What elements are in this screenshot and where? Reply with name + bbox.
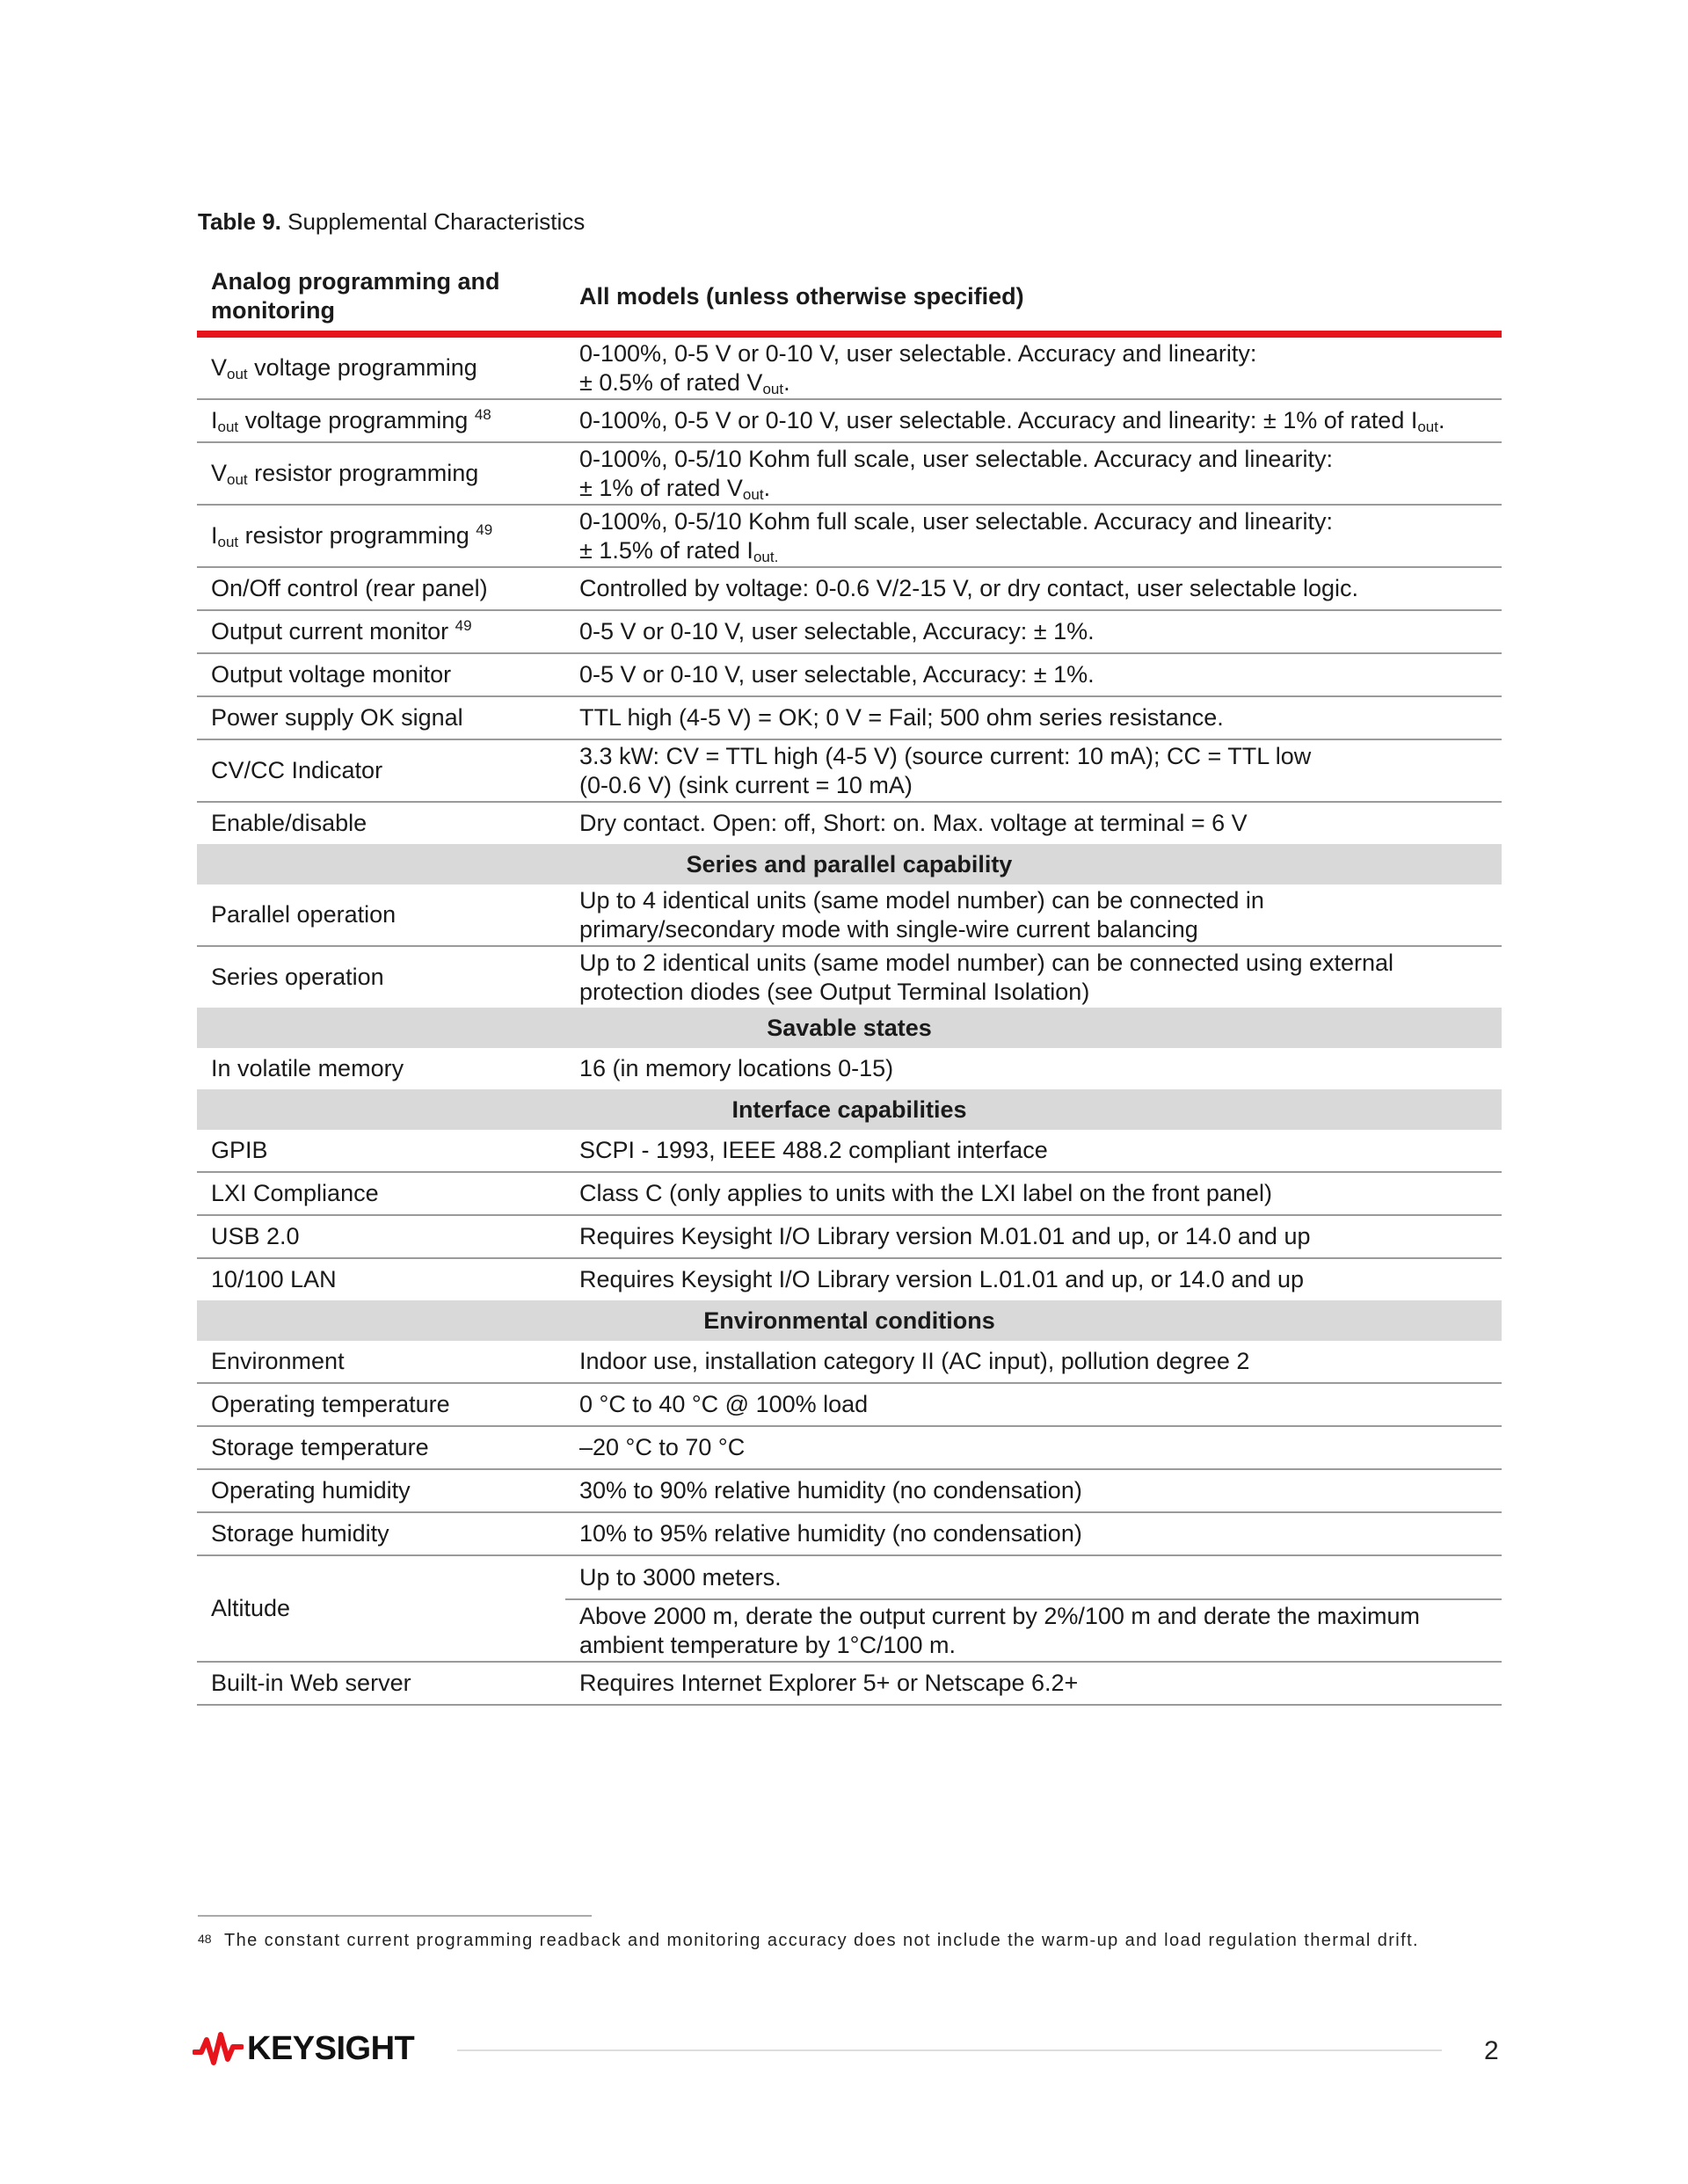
row-label: Environment xyxy=(197,1341,565,1383)
table-row xyxy=(197,442,1502,505)
row-label: $V_{out}$ resistor programming xyxy=(197,442,565,505)
row-value: Requires Keysight I/O Library version L.01.01 and up, or 14.0 and up xyxy=(579,1266,1305,1292)
section-header-interface: Interface capabilities xyxy=(197,1089,1502,1130)
row-label: Altitude xyxy=(197,1555,565,1662)
row-value: 0-5 V or 0-10 V, user selectable, Accuracy: ± 1%. xyxy=(565,610,1502,653)
row-label: 10/100 LAN xyxy=(211,1266,337,1292)
header-col1: Analog programming and monitoring xyxy=(197,264,565,334)
row-value: Controlled by voltage: 0-0.6 V/2-15 V, or dry contact, user selectable logic. xyxy=(565,567,1502,610)
row-label: Storage temperature xyxy=(197,1426,565,1469)
row-value: Up to 3000 meters. xyxy=(565,1555,1502,1599)
row-value: 16 (in memory locations 0-15) xyxy=(579,1055,894,1081)
row-value: Requires Keysight I/O Library version M.01.01 and up, or 14.0 and up xyxy=(565,1215,1502,1258)
table-row xyxy=(197,567,1502,610)
table-row xyxy=(197,653,1502,696)
table-row xyxy=(197,1512,1502,1555)
row-value: 3.3 kW: CV = TTL high (4-5 V) (source current: 10 mA); CC = TTL low (0-0.6 V) (sink current = 10 mA) xyxy=(565,739,1502,802)
page-number: 2 xyxy=(1484,2036,1499,2065)
row-label: Parallel operation xyxy=(197,885,565,946)
table-row xyxy=(197,1215,1502,1258)
row-value: 0 °C to 40 °C @ 100% load xyxy=(565,1383,1502,1426)
footnote-text: The constant current programming readback and monitoring accuracy does not include the warm-up and load regulation thermal drift. xyxy=(224,1931,1420,1950)
table-caption-label: Table 9. xyxy=(198,208,281,235)
footnote xyxy=(198,1929,1490,1952)
row-label: Series operation xyxy=(211,964,384,990)
row-value: 0-100%, 0-5 V or 0-10 V, user selectable. Accuracy and linearity: ± 0.5% of rated $V_{out}$. xyxy=(565,334,1502,399)
row-label: Storage humidity xyxy=(197,1512,565,1555)
footnote-ref: 48 xyxy=(474,406,491,423)
row-label: LXI Compliance xyxy=(197,1172,565,1215)
row-label: Output current monitor $^{49}$ xyxy=(197,610,565,653)
table-row xyxy=(197,946,1502,1008)
table-caption-title: Supplemental Characteristics xyxy=(287,208,586,235)
row-label: $I_{out}$ voltage programming $^{48}$ xyxy=(197,399,565,442)
footnote-divider xyxy=(198,1915,592,1917)
row-value: 0-100%, 0-5/10 Kohm full scale, user selectable. Accuracy and linearity: ± 1% of rated $V_{out}$. xyxy=(565,442,1502,505)
row-label: Operating temperature xyxy=(197,1383,565,1426)
table-row xyxy=(197,610,1502,653)
keysight-wave-icon xyxy=(193,2029,244,2068)
table-row xyxy=(197,739,1502,802)
table-header-row xyxy=(197,264,1502,334)
table-row xyxy=(197,1172,1502,1215)
row-value: Requires Internet Explorer 5+ or Netscape 6.2+ xyxy=(565,1662,1502,1705)
row-value: Class C (only applies to units with the LXI label on the front panel) xyxy=(565,1172,1502,1215)
row-label: GPIB xyxy=(197,1130,565,1172)
table-row xyxy=(197,1383,1502,1426)
section-header-series-parallel: Series and parallel capability xyxy=(197,844,1502,885)
row-value: SCPI - 1993, IEEE 488.2 compliant interface xyxy=(565,1130,1502,1172)
row-value: 0-5 V or 0-10 V, user selectable, Accuracy: ± 1%. xyxy=(565,653,1502,696)
footnote-ref: 49 xyxy=(476,521,493,538)
row-label: $I_{out}$ resistor programming $^{49}$ xyxy=(197,505,565,567)
table-row xyxy=(197,885,1502,946)
row-label: $V_{out}$ voltage programming xyxy=(197,334,565,399)
row-value: Indoor use, installation category II (AC input), pollution degree 2 xyxy=(565,1341,1502,1383)
row-value: Up to 2 identical units (same model number) can be connected using external protection diodes (see Output Terminal Isolation) xyxy=(579,949,1394,1005)
table-row xyxy=(197,505,1502,567)
table-row xyxy=(197,1426,1502,1469)
row-label: On/Off control (rear panel) xyxy=(197,567,565,610)
row-value: Up to 4 identical units (same model number) can be connected in primary/secondary mode with single-wire current balancing xyxy=(565,885,1502,946)
table-row xyxy=(197,1341,1502,1383)
section-header-environmental: Environmental conditions xyxy=(197,1300,1502,1341)
footnote-ref: 49 xyxy=(455,617,472,634)
row-label: Built-in Web server xyxy=(197,1662,565,1705)
table-row xyxy=(197,696,1502,739)
row-value: Dry contact. Open: off, Short: on. Max. voltage at terminal = 6 V xyxy=(579,810,1248,836)
row-label: In volatile memory xyxy=(211,1055,404,1081)
table-row-altitude xyxy=(197,1555,1502,1599)
footer-divider xyxy=(457,2049,1442,2051)
row-value: 0-100%, 0-5 V or 0-10 V, user selectable. Accuracy and linearity: ± 1% of rated $I_{out}$. xyxy=(565,399,1502,442)
row-label: Operating humidity xyxy=(197,1469,565,1512)
row-value: 10% to 95% relative humidity (no condensation) xyxy=(565,1512,1502,1555)
row-label: Power supply OK signal xyxy=(197,696,565,739)
supplemental-characteristics-table xyxy=(197,264,1502,1706)
row-value: TTL high (4-5 V) = OK; 0 V = Fail; 500 ohm series resistance. xyxy=(565,696,1502,739)
table-caption xyxy=(198,207,585,236)
table-row xyxy=(197,1130,1502,1172)
row-label: Output voltage monitor xyxy=(197,653,565,696)
brand-wordmark: KEYSIGHT xyxy=(247,2029,415,2067)
table-row xyxy=(197,334,1502,399)
section-header-savable-states: Savable states xyxy=(197,1008,1502,1048)
table-row xyxy=(197,802,1502,844)
footnote-number: 48 xyxy=(198,1932,212,1946)
table-row xyxy=(197,1048,1502,1089)
row-value: Above 2000 m, derate the output current by 2%/100 m and derate the maximum ambient temperature by 1°C/100 m. xyxy=(565,1599,1502,1662)
row-value: –20 °C to 70 °C xyxy=(565,1426,1502,1469)
row-value: 30% to 90% relative humidity (no condensation) xyxy=(565,1469,1502,1512)
header-col2: All models (unless otherwise specified) xyxy=(565,264,1502,334)
row-label: CV/CC Indicator xyxy=(197,739,565,802)
keysight-logo xyxy=(193,2029,414,2068)
table-row xyxy=(197,1662,1502,1705)
row-label: Enable/disable xyxy=(211,810,367,836)
row-value: 0-100%, 0-5/10 Kohm full scale, user selectable. Accuracy and linearity: ± 1.5% of rated $I_{out.}$ xyxy=(565,505,1502,567)
table-row xyxy=(197,1469,1502,1512)
table-row xyxy=(197,399,1502,442)
table-row xyxy=(197,1258,1502,1300)
row-label: USB 2.0 xyxy=(197,1215,565,1258)
